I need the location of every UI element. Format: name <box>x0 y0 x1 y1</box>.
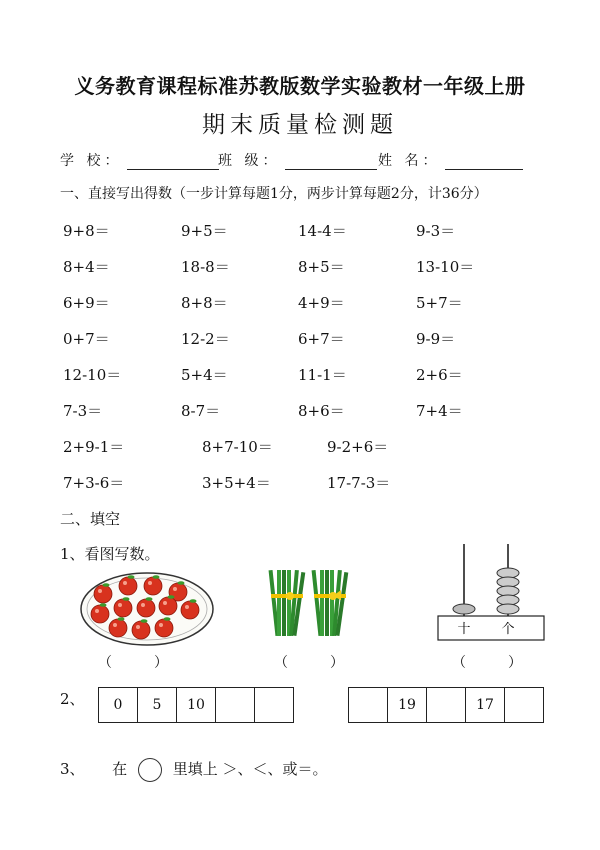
apple-leaf <box>190 599 197 603</box>
apple-highlight <box>113 623 117 627</box>
apple-highlight <box>173 587 177 591</box>
section2-heading: 二、填空 <box>60 510 121 528</box>
problem-item: 8-7＝ <box>181 402 221 420</box>
apple-icon <box>119 577 137 595</box>
abacus-image <box>436 540 548 644</box>
stick-bundle-left <box>269 570 306 636</box>
problem-item: 7+4＝ <box>416 402 463 420</box>
stick-bundle-right <box>312 570 349 636</box>
problem-item: 13-10＝ <box>416 258 475 276</box>
page-title: 义务教育课程标准苏教版数学实验教材一年级上册 <box>74 74 526 98</box>
problem-item: 6+9＝ <box>63 294 110 312</box>
apple-highlight <box>123 581 127 585</box>
question2-label: 2、 <box>60 690 85 708</box>
section1-heading: 一、直接写出得数（一步计算每题1分，两步计算每题2分，计36分） <box>60 186 488 202</box>
class-field <box>218 150 377 170</box>
problem-item: 5+7＝ <box>416 294 463 312</box>
problem-item: 7-3＝ <box>63 402 103 420</box>
apple-leaf <box>128 575 135 579</box>
problem-item-two-step: 3+5+4＝ <box>202 474 271 492</box>
apple-icon <box>155 619 173 637</box>
apple-icon <box>91 605 109 623</box>
sequence-table-right <box>348 687 544 723</box>
apple-leaf <box>118 617 125 621</box>
problem-item: 12-2＝ <box>181 330 230 348</box>
problem-item: 8+4＝ <box>63 258 110 276</box>
apple-highlight <box>98 589 102 593</box>
apple-leaf <box>168 595 175 599</box>
seq-right-cell[interactable]: 19 <box>388 688 427 723</box>
apple-leaf <box>146 597 153 601</box>
apple-icon <box>114 599 132 617</box>
question3-number: 3、 <box>60 760 85 778</box>
problem-item-two-step: 9-2+6＝ <box>327 438 389 456</box>
problem-item-two-step: 8+7-10＝ <box>202 438 273 456</box>
problem-item: 12-10＝ <box>63 366 122 384</box>
problem-item-two-step: 2+9-1＝ <box>63 438 125 456</box>
question1-label: 1、看图写数。 <box>60 545 160 563</box>
problem-item: 8+6＝ <box>298 402 345 420</box>
apple-highlight <box>141 603 145 607</box>
apple-icon <box>109 619 127 637</box>
seq-left-cell[interactable]: 5 <box>138 688 177 723</box>
seq-right-cell[interactable]: 17 <box>466 688 505 723</box>
apple-highlight <box>185 605 189 609</box>
apple-leaf <box>103 583 110 587</box>
question3-before: 在 <box>112 760 128 778</box>
apple-icon <box>132 621 150 639</box>
seq-right-cell[interactable] <box>505 688 544 723</box>
problem-item: 11-1＝ <box>298 366 347 384</box>
apple-leaf <box>178 581 185 585</box>
apple-icon <box>144 577 162 595</box>
apple-leaf <box>164 617 171 621</box>
problem-item-two-step: 17-7-3＝ <box>327 474 391 492</box>
apple-highlight <box>163 601 167 605</box>
seq-left-cell[interactable]: 10 <box>177 688 216 723</box>
answer-blank-abacus[interactable]: （ ） <box>452 655 522 671</box>
stick-bundles-image <box>268 568 358 640</box>
apple-icon <box>159 597 177 615</box>
seq-left-cell[interactable] <box>255 688 294 723</box>
name-blank[interactable] <box>445 155 523 170</box>
problem-item: 4+9＝ <box>298 294 345 312</box>
seq-left-cell[interactable] <box>216 688 255 723</box>
problem-item: 5+4＝ <box>181 366 228 384</box>
apple-highlight <box>118 603 122 607</box>
class-blank[interactable] <box>285 155 377 170</box>
problem-item: 9+5＝ <box>181 222 228 240</box>
abacus-ones-label: 个 <box>501 622 515 637</box>
school-field <box>60 150 219 170</box>
sequence-table-left <box>98 687 294 723</box>
apple-highlight <box>136 625 140 629</box>
problem-item: 8+8＝ <box>181 294 228 312</box>
class-label: 班 级： <box>218 153 281 169</box>
apples-plate-image <box>78 570 216 648</box>
answer-blank-apples[interactable]: （ ） <box>98 655 168 671</box>
problem-item: 9+8＝ <box>63 222 110 240</box>
apple-highlight <box>95 609 99 613</box>
compare-circle-icon <box>138 758 162 782</box>
question3-after: 里填上 ＞、＜、或＝。 <box>172 760 328 778</box>
answer-blank-sticks[interactable]: （ ） <box>274 655 344 671</box>
apple-highlight <box>159 623 163 627</box>
apple-icon <box>94 585 112 603</box>
apple-leaf <box>123 597 130 601</box>
apple-icon <box>137 599 155 617</box>
apple-leaf <box>100 603 107 607</box>
problem-item: 8+5＝ <box>298 258 345 276</box>
seq-right-cell[interactable] <box>349 688 388 723</box>
problem-item: 18-8＝ <box>181 258 230 276</box>
page-subtitle: 期末质量检测题 <box>202 112 398 138</box>
apple-leaf <box>153 575 160 579</box>
problem-item-two-step: 7+3-6＝ <box>63 474 125 492</box>
name-field <box>378 150 523 170</box>
seq-left-cell[interactable]: 0 <box>99 688 138 723</box>
problem-item: 6+7＝ <box>298 330 345 348</box>
problem-item: 2+6＝ <box>416 366 463 384</box>
problem-item: 9-9＝ <box>416 330 456 348</box>
school-blank[interactable] <box>127 155 219 170</box>
problem-item: 9-3＝ <box>416 222 456 240</box>
problem-item: 0+7＝ <box>63 330 110 348</box>
school-label: 学 校： <box>60 153 123 169</box>
problem-item: 14-4＝ <box>298 222 347 240</box>
name-label: 姓 名： <box>378 153 441 169</box>
question3 <box>60 758 327 782</box>
abacus-tens-label: 十 <box>457 622 471 637</box>
apple-icon <box>181 601 199 619</box>
apple-leaf <box>141 619 148 623</box>
seq-right-cell[interactable] <box>427 688 466 723</box>
apple-highlight <box>148 581 152 585</box>
